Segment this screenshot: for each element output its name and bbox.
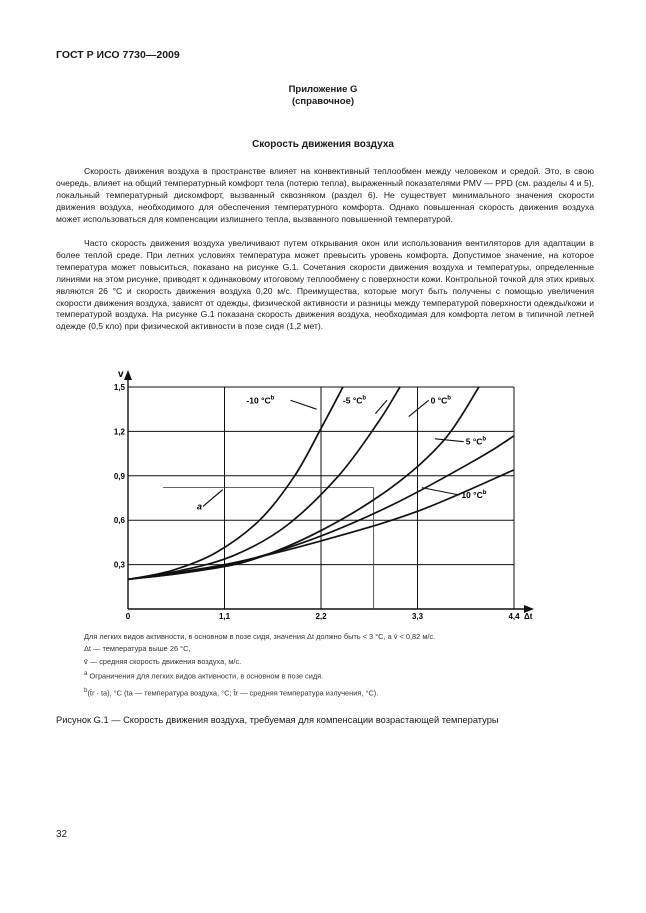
series-label-footnote: b — [270, 395, 275, 402]
x-axis-label: Δt — [524, 612, 533, 621]
limit-box-pointer — [203, 490, 223, 507]
section-title: Скорость движения воздуха — [252, 139, 394, 150]
x-tick-label: 2,2 — [315, 612, 327, 621]
limit-box — [163, 488, 374, 609]
series-label: 10 $^\circ C^b$ — [461, 490, 487, 500]
series-label: 5 $^\circ C^b$ — [465, 436, 487, 447]
paragraph-1: Скорость движения воздуха в пространстве влияет на конвективный теплообмен между человеком и средой. Это, в свою очередь, влияет на общий температурный комфорт тела (потерю тепла), выраженный показателями PMV — PPD (см. разделы 4 и 5), локальный температурный дискомфорт, вызванный сквозняком (раздел 6). Не существует минимального значения скорости движения воздуха, необходимого для обеспечения температурного комфорта. Однако повышенная скорость движения воздуха может использоваться для компенсации излишнего тепла, вызванного повышенной температурой. — [56, 166, 594, 224]
series-line-0 — [128, 387, 343, 579]
note-conditions — [84, 632, 604, 642]
series-label-footnote: b — [482, 436, 487, 443]
footnote-b-text: (t̄r · ta), °C (ta — температура воздуха, °C; t̄r — средняя температура излучения, °C). — [87, 688, 379, 698]
note-conditions-text: Для легких видов активности, в основном в позе сидя, значения Δt должно быть < 3 °C, а v̄ < 0,82 м/с. — [84, 632, 436, 641]
series-label: -5 $^\circ C^b$ — [342, 395, 367, 406]
note-delta-t-text: Δt — температура выше 26 °C, — [84, 644, 191, 653]
air-velocity-chart — [100, 362, 550, 622]
page-number: 32 — [56, 829, 68, 840]
series-label: -10 $^\circ C^b$ — [246, 395, 275, 406]
x-tick-label: 3,3 — [411, 612, 424, 621]
y-tick-label: 1,5 — [113, 383, 125, 392]
series-leader-line-2 — [409, 400, 429, 416]
note-velocity — [84, 657, 604, 667]
footnote-b — [84, 686, 604, 698]
footnote-a-marker: a — [84, 670, 88, 677]
y-axis-label: v — [118, 369, 124, 380]
standard-code-header: ГОСТ Р ИСО 7730—2009 — [56, 49, 180, 61]
note-delta-t — [84, 644, 604, 654]
x-tick-label: 0 — [125, 612, 131, 621]
x-tick-label: 1,1 — [218, 612, 231, 621]
limit-box-label: a — [196, 501, 202, 512]
figure-caption: Рисунок G.1 — Скорость движения воздуха, требуемая для компенсации возрастающей температуры — [56, 715, 499, 725]
series-line-1 — [128, 387, 400, 579]
paragraph-2: Часто скорость движения воздуха увеличивают путем открывания окон или использования вентиляторов для адаптации в более теплой среде. При летних условиях температура может превысить уровень комфорта. Допустимое значение, на которое температура может повыситься, показано на рисунке G.1. Сочетания скорости движения воздуха и температуры, определенные линиями на этом рисунке, приводят к одинаковому итоговому теплообмену с поверхности кожи. Контрольной точкой для этих кривых являются 26 °С и скорость движения воздуха 0,20 м/с. Преимущества, которые могут быть получены с помощью увеличения скорости движения воздуха, зависят от одежды, физической активности и разницы между температурой поверхности одежды/кожи и температурой воздуха. На рисунке G.1 показана скорость движения воздуха, необходимая для комфорта летом в типичной летней одежде (0,5 кло) при физической активности в позе сидя (1,2 мет). — [56, 238, 594, 332]
series-leader-line-3 — [435, 439, 464, 442]
chart-grid — [128, 387, 514, 609]
note-velocity-text: v̄ — средняя скорость движения воздуха, м/с. — [84, 657, 242, 666]
y-tick-label: 0,3 — [113, 560, 125, 570]
footnote-a-text: Ограничения для легких видов активности, в основном в позе сидя. — [89, 671, 324, 681]
annex-status: (справочное) — [291, 96, 355, 107]
footnote-b-marker: b — [84, 687, 88, 694]
series-leader-line-4 — [422, 488, 459, 495]
series-leader-line-0 — [290, 400, 316, 409]
chart-series-labels — [246, 395, 486, 500]
series-label-footnote: b — [362, 395, 367, 402]
series-label-footnote: b — [482, 490, 487, 496]
y-tick-label: 0,6 — [113, 516, 125, 526]
series-label-footnote: b — [447, 395, 451, 402]
footnote-a — [84, 669, 604, 681]
series-line-2 — [128, 387, 479, 579]
series-label: 0 $^\circ C^b$ — [430, 395, 451, 406]
annex-title: Приложение G — [288, 84, 358, 95]
x-tick-label: 4,4 — [508, 612, 520, 621]
y-tick-label: 0,9 — [113, 471, 125, 481]
y-tick-label: 1,2 — [113, 427, 125, 437]
y-axis-arrow — [124, 370, 132, 380]
